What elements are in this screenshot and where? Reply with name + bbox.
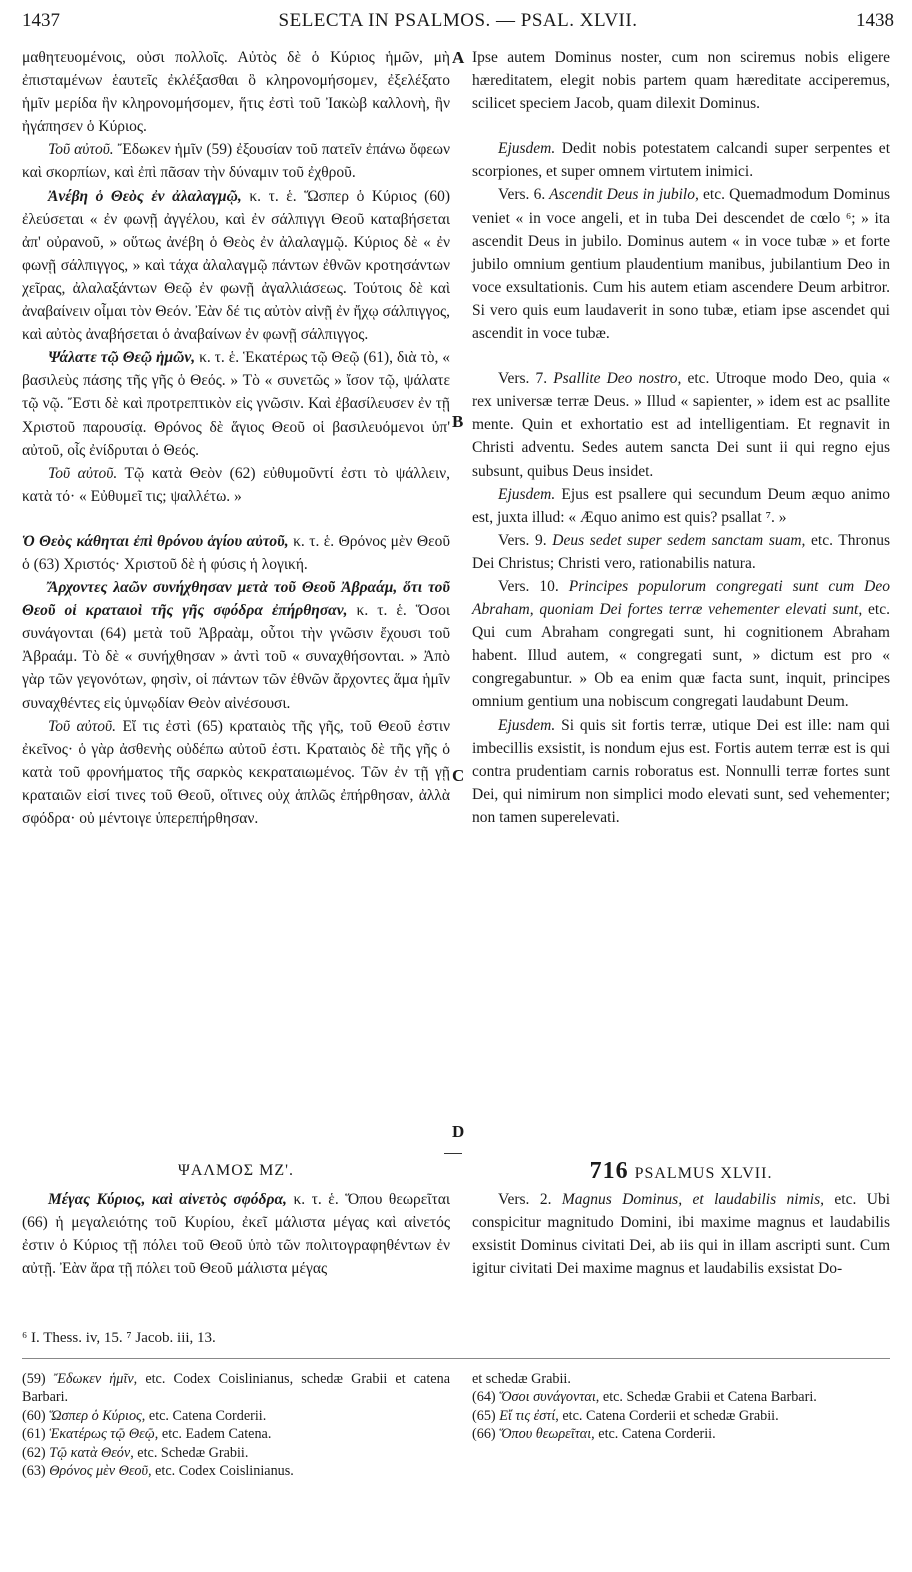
endnote-source: , etc. Codex Coislinianus. [148,1463,294,1480]
lemma: Deus sedet super sedem sanctam suam, [546,531,806,549]
endnote-lemma: Ἑκατέρως τῷ Θεῷ [49,1426,155,1443]
scripture-references: ⁶ I. Thess. iv, 15. ⁷ Jacob. iii, 13. [22,1330,216,1346]
greek-paragraph [22,530,450,576]
endnote-source: et schedæ Grabii. [472,1371,571,1387]
latin-psalm-column [472,1188,890,1280]
paragraph-text: κ. τ. ἑ. Ὥσπερ ὁ Κύριος (60) ἐλεύσεται « ἐν φωνῇ ἀγγέλου, καὶ ἐν σάλπιγγι Θεοῦ καταβήσεται ἀπ' οὐρανοῦ, » οὕτως ἀνέβη ὁ Θεὸς ἐν ἀλαλαγμῷ. Κύριος δὲ « ἐν φωνῇ σάλπιγγος, » καὶ τάχα ἀλαλαγμῷ πάντων ἐθνῶν κροτησάντων χεῖρας, ἀλαλαξάντων Θεῷ ἐν φωνῇ ἀγαλλιάσεως. Τούτοις δὲ καὶ ἀναβαίνειν οἶμαι τὸν Θεόν. Ἐὰν δέ τις αὐτὸν αἰνῇ ἐν ἤχῳ σάλπιγγος, καὶ αὐτὸς ἀναβήσεται ὁ ἀναβαίνων ἐν φωνῇ σάλπιγγος. [22,187,451,344]
latin-paragraph [472,483,890,529]
endnote [472,1370,890,1388]
endnote [22,1370,450,1407]
endnote-source: , etc. Schedæ Grabii. [130,1444,249,1461]
greek-column [22,46,450,830]
lemma: Ψάλατε τῷ Θεῷ ἡμῶν, [48,349,196,367]
greek-paragraph [22,1188,450,1280]
greek-paragraph [22,138,450,184]
page-header [22,10,894,38]
paragraph-text: κ. τ. ἑ. Θρόνος μὲν Θεοῦ ὁ (63) Χριστός· Χριστοῦ δὲ ἡ φύσις ἡ λογική. [22,532,450,573]
lemma: Ascendit Deus in jubilo, [545,186,699,204]
endnote-source: , etc. Catena Corderii. [591,1426,716,1443]
verse-label: Vers. 2. [498,1191,552,1208]
paragraph-text: κ. τ. ἑ. Ὅπου θεωρεῖται (66) ἡ μεγαλειότης τοῦ Κυρίου, ἐκεῖ μάλιστα μέγας καὶ αἰνετός ἐστιν ὁ Κύριος τῇ πόλει τοῦ Θεοῦ ὑπὸ τῶν πολιτογραφηθέντων ἐν αὐτῇ. Ἐὰν ἄρα τῇ πόλει τοῦ Θεοῦ μάλιστα μέγας [22,1191,450,1278]
margin-letter-d: D [452,1122,465,1141]
paragraph-text: κ. τ. ἑ. Ὅσοι συνάγονται (64) μετὰ τοῦ Ἀβραὰμ, οὗτοι τὴν γνῶσιν ἔχουσι τοῦ Ἀβραάμ. Τὸ δὲ « συνήχθησαν » ἀντὶ τοῦ « συναχθήσονται. » Ἀπὸ γὰρ τῶν γεγονότων, φησὶν, οἱ πάντων τῶν ἐθνῶν ἄρχοντες ἅμα ἡμῖν συναχθέντες εἰς ὑμνῳδίαν Θεὸν αἰνέσουσι. [22,602,451,712]
column-number: 716 [589,1158,629,1184]
lemma: Ἀνέβη ὁ Θεὸς ἐν ἀλαλαγμῷ, [48,187,242,205]
psalm-title-latin [472,1158,890,1185]
paragraph-text: etc. Thronus Dei Christus; Christi vero, rationabilis natura. [472,531,890,572]
endnote-lemma: Ὅσοι συνάγονται [499,1389,596,1406]
verse-label: Vers. 7. [498,370,548,388]
endnote-number: (63) [22,1463,50,1480]
lemma: Ἄρχοντες λαῶν συνήχθησαν μετὰ τοῦ Θεοῦ Ἀβραάμ, ὅτι τοῦ Θεοῦ οἱ κραταιοὶ τῆς γῆς σφόδρα ἐπήρθησαν, [22,579,450,620]
endnote [472,1388,890,1406]
endnote-number: (61) [22,1426,50,1443]
endnote [22,1407,450,1425]
endnote-number: (62) [22,1444,50,1461]
endnote-source: , etc. Schedæ Grabii et Catena Barbari. [595,1389,817,1406]
endnote [22,1425,450,1443]
latin-paragraph [472,529,890,575]
greek-paragraph: μαθητευομένοις, οὐσι πολλοῖς. Αὐτὸς δὲ ὁ Κύριος ἡμῶν, μὴ ἐπισταμένων ἑαυτεῖς ἐκλέξασθαι ὃ κληρονομήσομεν, ἐξελέξατο ἡμῖν μερίδα ἣν κληρονομήσομεν, ἥτις ἐστὶ τοῦ Ἰακὼβ καλλονὴ, ἣν ἠγάπησεν ὁ Κύριος. [22,49,450,136]
endnote [22,1462,450,1480]
psalm-title-text: ΨΑΛΜΟΣ ΜΖ'. [178,1162,294,1179]
paragraph-lead: Τοῦ αὐτοῦ. [48,717,117,735]
greek-paragraph [22,576,450,715]
paragraph-text: etc. Qui cum Abraham congregati sunt, hi cognitionem Abraham habent. Illud autem, « congregati sunt, » dictum est pro « congregabuntur. » Ob ea enim quæ facta sunt, inquit, principes omnium gentium una nobiscum congregati laudabunt Deum. [472,601,890,711]
lemma: Psallite Deo nostro, [547,370,682,388]
paragraph-text: Ejus est psallere qui secundum Deum æquo animo est, juxta illud: « Æquo animo est quis? psallat ⁷. » [472,485,890,526]
latin-paragraph [472,1188,890,1280]
greek-paragraph [22,715,450,830]
margin-letter-b: B [452,412,464,431]
latin-paragraph: Ipse autem Dominus noster, cum non sciremus nobis eligere hæreditatem, elegit nobis partem quam hæreditate acciperemus, scilicet speciem Jacob, quam dilexit Dominus. [472,49,890,113]
lemma: Ὁ Θεὸς κάθηται ἐπὶ θρόνου ἁγίου αὐτοῦ, [22,532,289,550]
page-number-left: 1437 [22,10,60,31]
paragraph-text: Τῷ κατὰ Θεὸν (62) εὐθυμοῦντί ἐστι τὸ ψάλλειν, κατὰ τό· « Εὐθυμεῖ τις; ψαλλέτω. » [22,464,450,505]
latin-column [472,46,890,829]
margin-letter-c: C [452,766,465,785]
endnote [472,1425,890,1443]
paragraph-text: etc. Ubi conspicitur magnitudo Domini, ibi maxime magnus et laudabilis exsistit Dominus civitati Dei, ab iis qui in illam ascripti sunt. Cum igitur civitati Dei maxime magnus et laudabilis exsistat Do- [472,1191,890,1278]
lemma: Principes populorum congregati sunt cum Deo Abraham, quoniam Dei fortes terræ vehementer elevati sunt, [472,577,890,619]
section-separator [444,1153,462,1154]
greek-paragraph [22,462,450,508]
margin-letter-a: A [452,48,465,67]
verse-label: Vers. 10. [498,577,559,595]
paragraph-lead: Ejusdem. [498,140,556,158]
greek-paragraph [22,346,450,461]
latin-paragraph [472,575,890,714]
latin-paragraph [472,714,890,829]
psalm-title-greek [22,1162,450,1180]
paragraph-lead: Τοῦ αὐτοῦ. [48,464,118,482]
notes-right [472,1370,890,1444]
lemma: Μέγας Κύριος, καὶ αἰνετὸς σφόδρα, [48,1191,287,1208]
greek-psalm-column [22,1188,450,1280]
paragraph-text: κ. τ. ἑ. Ἑκατέρως τῷ Θεῷ (61), διὰ τὸ, « βασιλεὺς πάσης τῆς γῆς ὁ Θεός. » Τὸ « συνετῶς » ἴσον τῷ, ψάλατε τῷ νῷ. Ἔστι δὲ καὶ προτρεπτικὸν εἰς γνῶσιν. Καὶ ἐβασίλευσεν ἐν τῇ Χριστοῦ παρουσίᾳ. Θρόνος δὲ ἅγιος Θεοῦ οἱ βασιλευόμενοι ὑπ' αὐτοῦ, οἷς ἐνίδρυται ὁ Θεός. [22,349,451,459]
endnote-number: (64) [472,1389,500,1406]
endnote-lemma: Τῷ κατὰ Θεόν [49,1444,131,1461]
endnote-number: (66) [472,1426,500,1443]
endnote-source: , etc. Catena Corderii. [141,1407,267,1424]
latin-paragraph [472,137,890,183]
endnote [22,1444,450,1462]
greek-paragraph [22,185,450,347]
endnote-lemma: Θρόνος μὲν Θεοῦ [49,1463,149,1480]
endnote-number: (65) [472,1407,500,1424]
latin-paragraph [472,367,890,482]
verse-label: Vers. 6. [498,186,546,204]
latin-paragraph [472,183,890,345]
endnote-number: (60) [22,1407,50,1424]
endnote [472,1407,890,1425]
endnote-lemma: Ὅπου θεωρεῖται [499,1426,592,1443]
verse-label: Vers. 9. [498,531,547,549]
paragraph-text: Dedit nobis potestatem calcandi super serpentes et scorpiones, et super omnem virtutem inimici. [472,140,890,181]
paragraph-lead: Ejusdem. [498,716,556,734]
paragraph-text: Ἔδωκεν ἡμῖν (59) ἐξουσίαν τοῦ πατεῖν ἐπάνω ὄφεων καὶ σκορπίων, καὶ ἐπὶ πᾶσαν τὴν δύναμιν τοῦ ἐχθροῦ. [22,141,450,182]
notes-rule [22,1358,890,1359]
paragraph-text: Si quis sit fortis terræ, utique Dei est ille: nam qui imbecillis exsistit, is nondum ejus est. Fortis autem terræ est is qui contra prudentiam carnis roboratus est. Nonnulli terræ fortes sunt Dei, qui nimirum non simplici modo elevati sunt, sed vehementer; non tamen superelevati. [472,716,890,826]
endnote-number: (59) [22,1371,54,1387]
endnote-source: , etc. Catena Corderii et schedæ Grabii. [555,1407,779,1424]
paragraph-text: etc. Quemadmodum Dominus veniet « in voce angeli, et in tuba Dei descendet de cœlo ⁶; » ita ascendit Deus in jubilo. Dominus autem « in voce tubæ » et forte jubilo omnium gentium plaudentium manibus, jubilantium Deo in voce exsultationis. Cum his autem etiam ascendere Deum arbitror. Si vero quis eum laudaverit in sono tubæ, etiam ipse ascendet qui ascendit in voce tubæ. [472,186,890,343]
notes-left [22,1370,450,1480]
page-number-right: 1438 [856,10,894,31]
running-title: SELECTA IN PSALMOS. — PSAL. XLVII. [278,10,638,31]
paragraph-text: etc. Utroque modo Deo, quia « rex universæ terræ Deus. » Illud « sapienter, » idem est ac psallite mente. Quin et exhortatio est ad intelligentiam. Et regnavit in Christi adventu. Sedes autem sancta Dei sunt ii qui regno ejus subsunt, quibus Deus insidet. [472,370,890,480]
psalm-title-text: PSALMUS XLVII. [634,1165,773,1182]
paragraph-lead: Τοῦ αὐτοῦ. [48,141,114,159]
endnote-source: , etc. Codex Coislinianus, schedæ Grabii et catena Barbari. [22,1371,450,1406]
paragraph-lead: Ejusdem. [498,485,556,503]
endnote-lemma: Ἔδωκεν ἡμῖν [53,1371,134,1387]
endnote-lemma: Ὥσπερ ὁ Κύριος [49,1407,142,1424]
endnote-lemma: Εἴ τις ἐστί [499,1407,556,1424]
lemma: Magnus Dominus, et laudabilis nimis, [551,1191,824,1208]
paragraph-text: Εἴ τις ἐστὶ (65) κραταιὸς τῆς γῆς, τοῦ Θεοῦ ἐστιν ἐκεῖνος· ὁ γὰρ ἀσθενὴς οὐδέπω αὐτοῦ ἐστι. Κραταιὸς δὲ τῆς γῆς ὁ κατὰ τοῦ φρονήματος τῆς σαρκὸς κεκραταιωμένος. Τῶν ἐν τῇ γῇ κραταιῶν εἰσί τινες τοῦ Θεοῦ, οἵτινες οὐχ ἁπλῶς ἐπήρθησαν, ἀλλὰ σφόδρα· οὐ μέντοιγε ὑπερεπήρθησαν. [22,717,450,827]
endnote-source: , etc. Eadem Catena. [154,1426,272,1443]
